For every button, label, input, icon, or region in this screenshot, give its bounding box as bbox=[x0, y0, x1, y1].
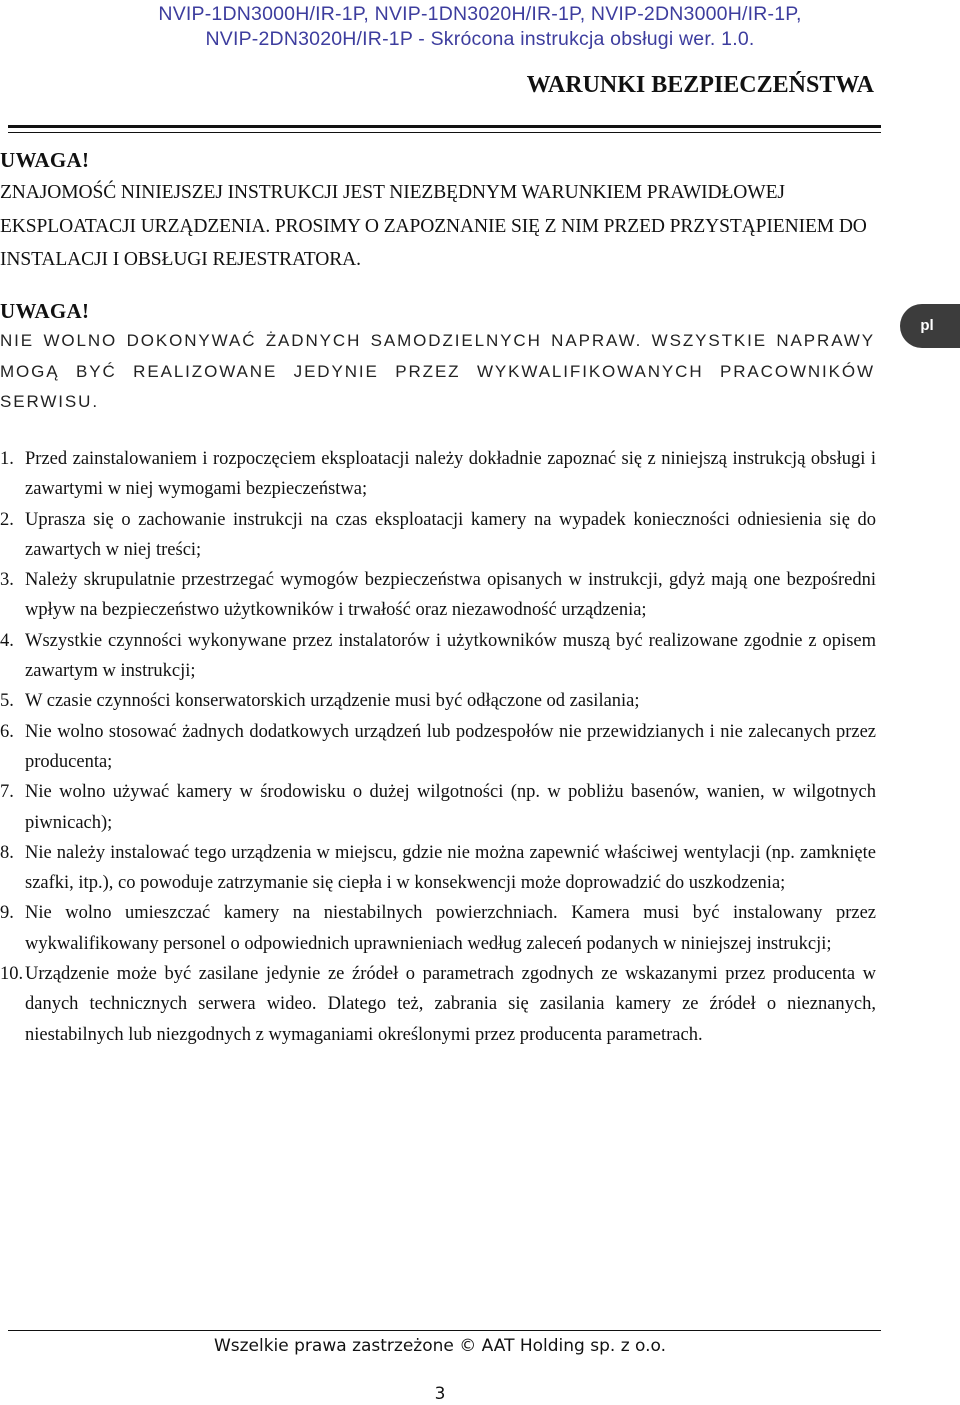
list-item-number: 3. bbox=[0, 570, 14, 591]
list-item-text: Przed zainstalowaniem i rozpoczęciem eksploatacji należy dokładnie zapoznać się z niniejszą instrukcją obsługi i zawartymi w niej wymogami bezpieczeństwa; bbox=[25, 449, 876, 500]
page-number: 3 bbox=[434, 1384, 446, 1404]
language-tab: pl bbox=[900, 304, 960, 348]
list-item-text: Uprasza się o zachowanie instrukcji na czas eksploatacji kamery na wypadek konieczności odniesienia się do zawartych w niej treści; bbox=[25, 509, 876, 560]
list-item-number: 4. bbox=[0, 630, 14, 651]
list-item bbox=[0, 565, 876, 626]
list-item-number: 7. bbox=[0, 782, 14, 803]
list-item-text: Nie wolno używać kamery w środowisku o dużej wilgotności (np. w pobliżu basenów, wanien, w wilgotnych piwnicach); bbox=[25, 782, 876, 833]
heading-divider-thick bbox=[8, 125, 881, 128]
list-item-text: Nie należy instalować tego urządzenia w miejscu, gdzie nie można zapewnić właściwej wentylacji (np. zamknięte szafki, itp.), co powoduje zatrzymanie się ciepła i w konsekwencji może doprowadzić do uszkodzenia; bbox=[25, 842, 876, 894]
header-title-line2: NVIP-2DN3020H/IR-1P - Skrócona instrukcja obsługi wer. 1.0. bbox=[205, 28, 755, 50]
list-item-number: 9. bbox=[0, 903, 14, 924]
list-item bbox=[0, 777, 876, 838]
list-item bbox=[0, 959, 876, 1050]
list-item bbox=[0, 686, 876, 716]
header-title-line1: NVIP-1DN3000H/IR-1P, NVIP-1DN3020H/IR-1P, NVIP-2DN3000H/IR-1P, bbox=[158, 3, 802, 25]
heading-divider-thin bbox=[8, 132, 881, 133]
safety-rules-list bbox=[0, 444, 876, 1050]
document-header bbox=[0, 2, 960, 52]
list-item-text: Nie wolno stosować żadnych dodatkowych urządzeń lub podzespołów nie przewidzianych i nie zalecanych przez producenta; bbox=[25, 721, 876, 772]
list-item-text: Należy skrupulatnie przestrzegać wymogów bezpieczeństwa opisanych w instrukcji, gdyż mają one bezpośredni wpływ na bezpieczeństwo użytkowników i trwałość oraz niezawodność urządzenia; bbox=[25, 570, 876, 621]
list-item-number: 10. bbox=[0, 964, 24, 985]
list-item-number: 5. bbox=[0, 691, 14, 712]
warning-text: ZNAJOMOŚĆ NINIEJSZEJ INSTRUKCJI JEST NIEZBĘDNYM WARUNKIEM PRAWIDŁOWEJ EKSPLOATACJI URZĄDZENIA. PROSIMY O ZAPOZNANIE SIĘ Z NIM PRZED PRZYSTĄPIENIEM DO INSTALACJI I OBSŁUGI REJESTRATORA. bbox=[0, 182, 867, 270]
footer-divider bbox=[8, 1330, 881, 1331]
warning-block-1 bbox=[0, 146, 880, 277]
list-item-number: 8. bbox=[0, 842, 14, 863]
section-heading: WARUNKI BEZPIECZEŃSTWA bbox=[526, 72, 874, 98]
list-item-text: Wszystkie czynności wykonywane przez instalatorów i użytkowników muszą być realizowane zgodnie z opisem zawartym w instrukcji; bbox=[25, 630, 876, 682]
list-item bbox=[0, 505, 876, 566]
list-item-text: W czasie czynności konserwatorskich urządzenie musi być odłączone od zasilania; bbox=[25, 691, 640, 712]
list-item-number: 2. bbox=[0, 509, 14, 530]
list-item bbox=[0, 626, 876, 687]
warning-block-2 bbox=[0, 297, 875, 418]
list-item bbox=[0, 838, 876, 899]
list-item bbox=[0, 444, 876, 505]
warning-label: UWAGA! bbox=[0, 299, 90, 323]
list-item-text: Nie wolno umieszczać kamery na niestabilnych powierzchniach. Kamera musi być instalowany przez wykwalifikowany personel o odpowiednich uprawnieniach według zaleceń podanych w niniejszej instrukcji; bbox=[25, 903, 876, 954]
list-item bbox=[0, 898, 876, 959]
list-item bbox=[0, 717, 876, 778]
warning-text: NIE WOLNO DOKONYWAĆ ŻADNYCH SAMODZIELNYCH NAPRAW. WSZYSTKIE NAPRAWY MOGĄ BYĆ REALIZOWANE JEDYNIE PRZEZ WYKWALIFIKOWANYCH PRACOWNIKÓW SERWISU. bbox=[0, 331, 875, 411]
list-item-number: 6. bbox=[0, 721, 14, 742]
warning-label: UWAGA! bbox=[0, 148, 90, 172]
footer-copyright: Wszelkie prawa zastrzeżone © AAT Holding sp. z o.o. bbox=[213, 1336, 667, 1356]
list-item-text: Urządzenie może być zasilane jedynie ze źródeł o parametrach zgodnych ze wskazanymi przez producenta w danych technicznych serwera wideo. Dlatego też, zabrania się zasilania kamery ze źródeł o nieznanych, niestabilnych lub niezgodnych z wymaganiami określonymi przez producenta parametrach. bbox=[25, 964, 876, 1045]
list-item-number: 1. bbox=[0, 449, 14, 469]
